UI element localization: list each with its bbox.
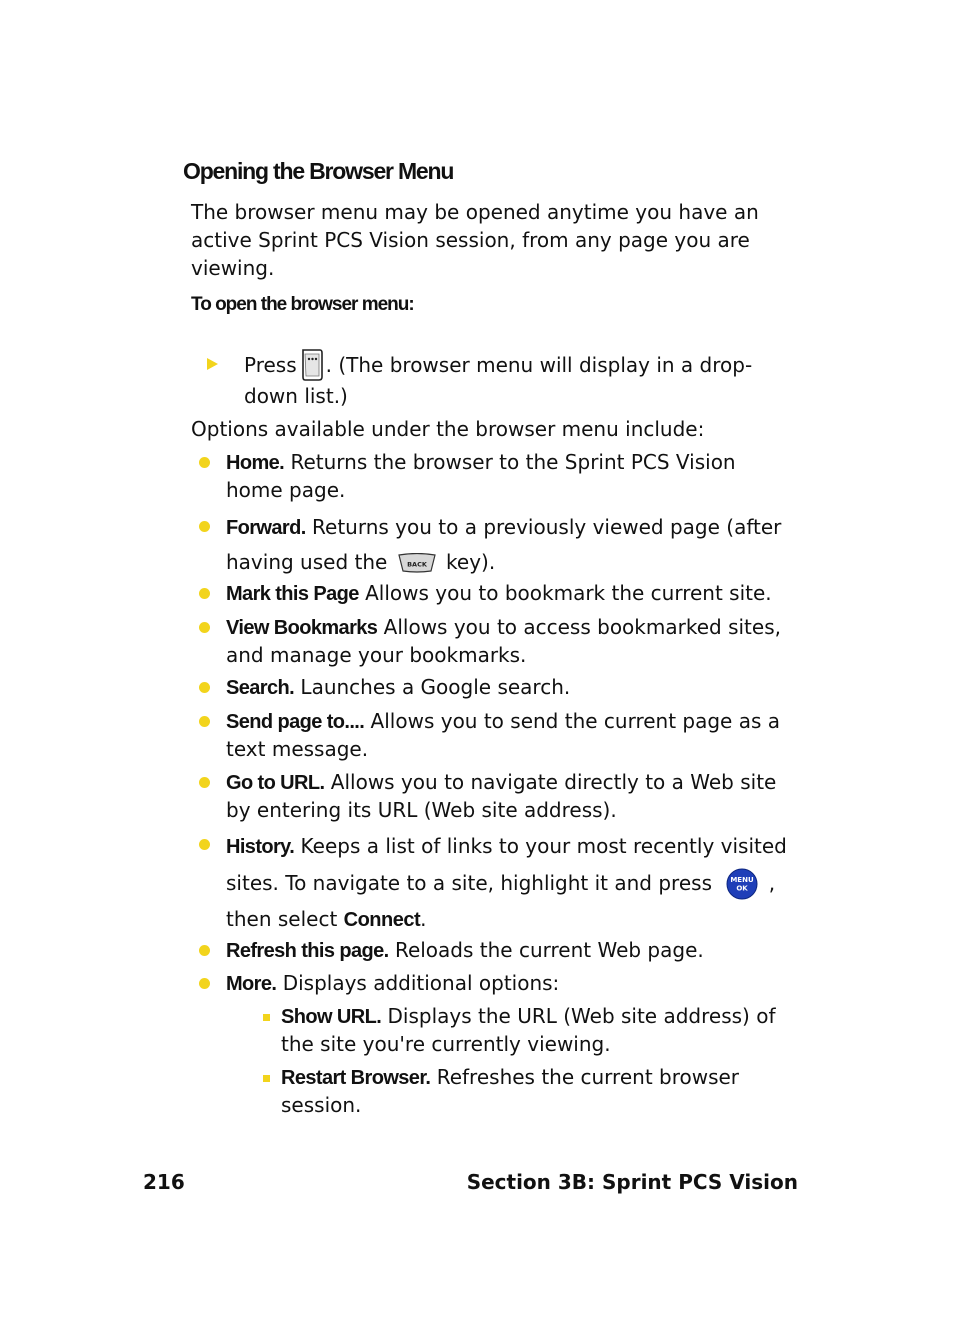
list-item: [226, 674, 792, 702]
square-bullet-icon: [263, 1075, 270, 1082]
list-item: [226, 580, 792, 608]
option-text: Returns you to a previously viewed page (after having used the: [226, 515, 782, 574]
option-text: Launches a Google search.: [294, 675, 571, 699]
sub-option-title: Show URL.: [281, 1006, 382, 1028]
page-title: Opening the Browser Menu: [183, 158, 454, 184]
step-text: [244, 348, 764, 410]
sub-list-item: [281, 1003, 793, 1058]
triangle-bullet-icon: [207, 358, 218, 370]
option-text-after: key).: [439, 550, 496, 574]
back-key-icon: [398, 553, 436, 573]
options-intro: Options available under the browser menu include:: [191, 417, 705, 441]
option-title: Refresh this page.: [226, 940, 389, 962]
list-item: [226, 970, 792, 998]
option-text: Reloads the current Web page.: [388, 938, 704, 962]
option-title: More.: [226, 973, 277, 995]
sub-option-text: Displays the URL (Web site address) of the site you're currently viewing.: [281, 1004, 776, 1056]
square-bullet-icon: [263, 1014, 270, 1021]
menu-key-label: MENU: [730, 876, 754, 884]
option-text-after: ,: [762, 871, 776, 895]
list-item: [226, 614, 792, 669]
bullet-icon: [199, 622, 210, 633]
bullet-icon: [199, 588, 210, 599]
option-text: Returns the browser to the Sprint PCS Vision home page.: [226, 450, 736, 502]
list-item: [226, 937, 792, 965]
option-title: Forward.: [226, 517, 306, 539]
option-text: Allows you to send the current page as a text message.: [226, 709, 781, 761]
sub-list-item: [281, 1064, 793, 1119]
bullet-icon: [199, 682, 210, 693]
option-text: Keeps a list of links to your most recently visited sites. To navigate to a site, highlight it and press: [226, 834, 787, 895]
bullet-icon: [199, 521, 210, 532]
option-text: Allows you to bookmark the current site.: [358, 581, 772, 605]
back-key-label: BACK: [406, 560, 427, 569]
bullet-icon: [199, 839, 210, 850]
ellipsis-softkey-icon: [301, 348, 324, 382]
option-text-line3-end: .: [420, 907, 427, 931]
option-text: Allows you to navigate directly to a Web site by entering its URL (Web site address).: [226, 770, 777, 822]
list-item: [226, 769, 792, 824]
list-item: [226, 510, 792, 579]
procedure-heading: To open the browser menu:: [191, 294, 414, 315]
section-title: Section 3B: Sprint PCS Vision: [466, 1170, 798, 1194]
option-text: Allows you to access bookmarked sites, and manage your bookmarks.: [226, 615, 781, 667]
bullet-icon: [199, 777, 210, 788]
option-title: View Bookmarks: [226, 617, 378, 639]
option-title: History.: [226, 836, 295, 858]
option-text-line3: then select: [226, 907, 344, 931]
step-text-after: . (The browser menu will display in a drop-down list.): [244, 353, 753, 408]
list-item: [226, 828, 792, 938]
step-text-before: Press: [244, 353, 297, 377]
intro-paragraph: The browser menu may be opened anytime you have an active Sprint PCS Vision session, from any page you are viewing.: [191, 200, 759, 280]
option-title: Mark this Page: [226, 583, 359, 605]
option-title: Go to URL.: [226, 772, 325, 794]
sub-option-title: Restart Browser.: [281, 1067, 431, 1089]
option-title: Search.: [226, 677, 295, 699]
bullet-icon: [199, 457, 210, 468]
bullet-icon: [199, 716, 210, 727]
menu-ok-key-icon: [726, 868, 758, 900]
option-text: Displays additional options:: [276, 971, 560, 995]
option-title: Send page to....: [226, 711, 365, 733]
bullet-icon: [199, 978, 210, 989]
option-title: Home.: [226, 452, 285, 474]
connect-label: Connect: [343, 909, 421, 931]
ok-key-label: OK: [736, 884, 749, 893]
bullet-icon: [199, 945, 210, 956]
sub-option-text: Refreshes the current browser session.: [281, 1065, 740, 1117]
page-number: 216: [143, 1170, 185, 1194]
list-item: [226, 449, 792, 504]
list-item: [226, 708, 792, 763]
